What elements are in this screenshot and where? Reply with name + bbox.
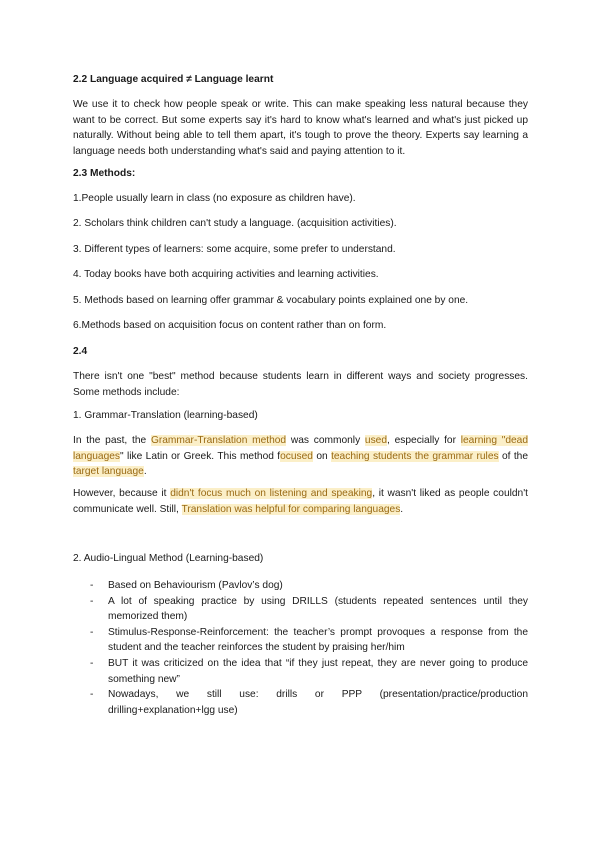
grammar-translation-paragraph-2: However, because it didn't focus much on listening and speaking, it wasn't liked as people couldn't communicate well. Still, Translation was helpful for comparing languages. bbox=[73, 488, 528, 515]
highlight: target language bbox=[73, 466, 144, 478]
section-2-2-paragraph: We use it to check how people speak or write. This can make speaking less natural because they want to be correct. But some experts say it's hard to know what's learned and what's just picked up naturally. Without being able to tell them apart, it's tough to prove the theory. Experts say learning a language needs both understanding what's said and paying attention to it. bbox=[73, 99, 528, 157]
section-2-3-heading: 2.3 Methods: bbox=[73, 168, 136, 179]
highlight: used bbox=[364, 435, 388, 446]
method-point-4: 4. Today books have both acquiring activities and learning activities. bbox=[73, 269, 379, 280]
section-2-4-heading: 2.4 bbox=[73, 346, 88, 357]
bullet-marker: - bbox=[90, 626, 94, 638]
section-2-2-heading: 2.2 Language acquired ≠ Language learnt bbox=[73, 74, 274, 85]
bullet-marker: - bbox=[90, 580, 94, 591]
audio-lingual-bullet-list bbox=[90, 578, 528, 718]
method-point-2: 2. Scholars think children can't study a language. (acquisition activities). bbox=[73, 218, 397, 229]
list-item: - Stimulus-Response-Reinforcement: the teacher’s prompt provoques a response from the student and the teacher reinforces the student by praising her/him bbox=[90, 626, 528, 654]
highlight: teaching students the grammar rules bbox=[331, 450, 499, 462]
audio-lingual-heading: 2. Audio-Lingual Method (Learning-based) bbox=[73, 553, 264, 564]
highlight: Grammar-Translation method bbox=[150, 435, 287, 446]
grammar-translation-heading: 1. Grammar-Translation (learning-based) bbox=[73, 410, 258, 421]
method-point-6: 6.Methods based on acquisition focus on content rather than on form. bbox=[73, 320, 387, 331]
highlight: ocused bbox=[280, 450, 313, 462]
highlight: learning "dead languages bbox=[73, 435, 529, 462]
bullet-marker: - bbox=[90, 657, 94, 669]
bullet-marker: - bbox=[90, 595, 94, 607]
highlight: didn't focus much on listening and speaking bbox=[170, 488, 373, 499]
grammar-translation-paragraph-1: In the past, the Grammar-Translation method was commonly used, especially for learning "dead languages" like Latin or Greek. This method focused on teaching students the grammar rules of the target language. bbox=[73, 435, 529, 478]
method-point-1: 1.People usually learn in class (no exposure as children have). bbox=[73, 193, 356, 204]
method-point-5: 5. Methods based on learning offer grammar & vocabulary points explained one by one. bbox=[73, 295, 469, 306]
list-item: - Based on Behaviourism (Pavlov’s dog) bbox=[90, 578, 528, 594]
bullet-marker: - bbox=[90, 689, 94, 701]
list-item: - A lot of speaking practice by using DRILLS (students repeated sentences until they memorized them) bbox=[90, 595, 528, 623]
list-item: - BUT it was criticized on the idea that “if they just repeat, they are never going to produce something new” bbox=[90, 657, 528, 685]
method-point-3: 3. Different types of learners: some acquire, some prefer to understand. bbox=[73, 244, 396, 255]
section-2-4-intro: There isn't one "best" method because students learn in different ways and society progresses. Some methods include: bbox=[73, 371, 528, 398]
highlight: Translation was helpful for comparing languages bbox=[181, 503, 401, 515]
list-item: - Nowadays, we still use: drills or PPP (presentation/practice/production drilling+explanation+lgg use) bbox=[90, 689, 528, 716]
